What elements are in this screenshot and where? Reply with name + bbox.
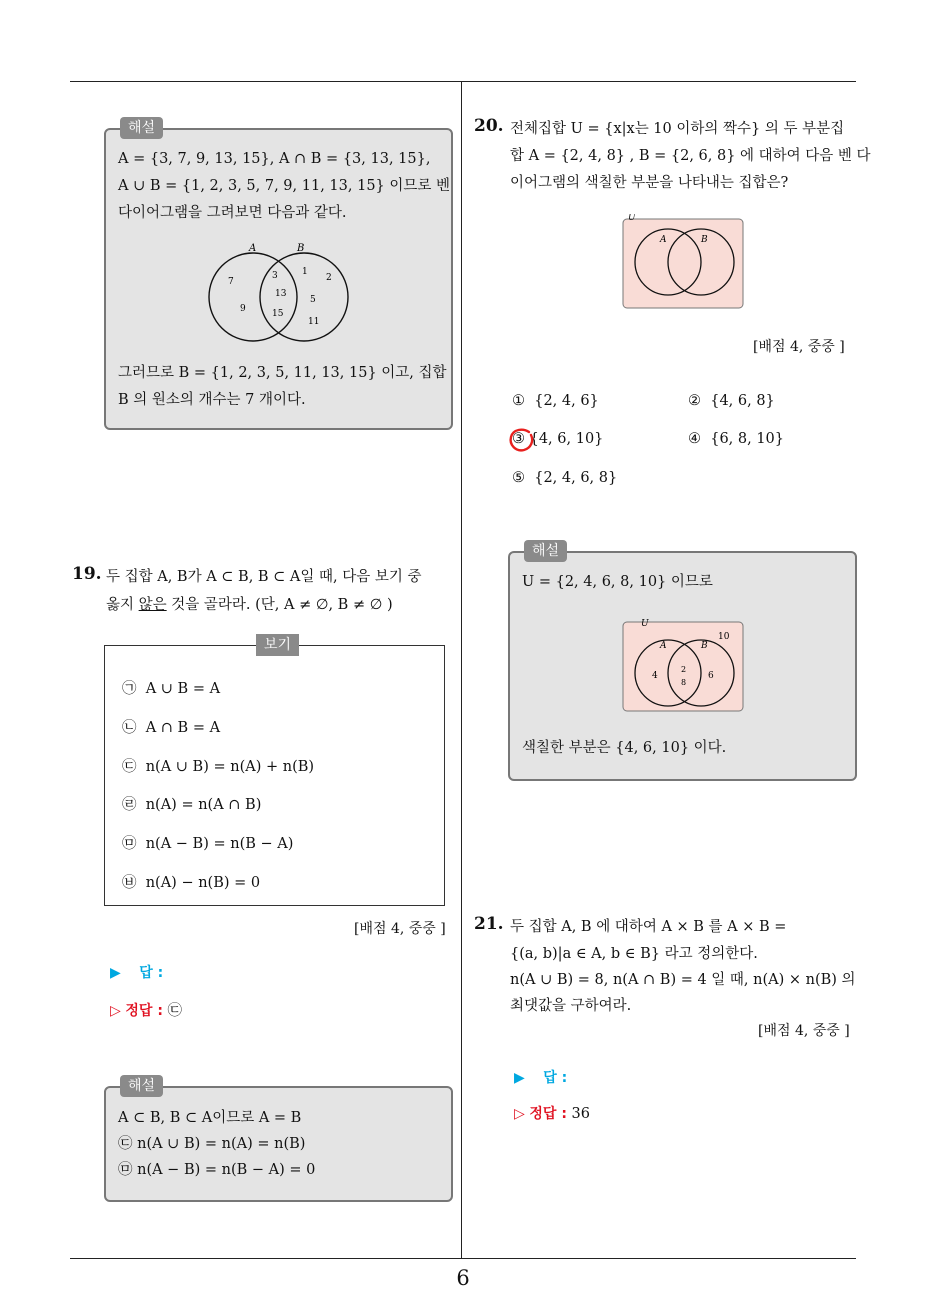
boki-item bbox=[122, 871, 260, 892]
question-number: 20. bbox=[474, 116, 504, 136]
choice-number: ⑤ bbox=[512, 470, 525, 486]
choice-1[interactable] bbox=[512, 393, 599, 409]
solution-line: A ∪ B = {1, 2, 3, 5, 7, 9, 11, 13, 15} 이므로 벤 bbox=[118, 178, 451, 194]
universe-label: U bbox=[628, 214, 636, 223]
question-text: 최댓값을 구하여라. bbox=[510, 998, 632, 1014]
venn-element: 1 bbox=[302, 267, 308, 277]
choice-text: {4, 6, 10} bbox=[529, 431, 604, 447]
choice-number: ③ bbox=[512, 431, 525, 447]
question-text: 이어그램의 색칠한 부분을 나타내는 집합은? bbox=[510, 175, 789, 191]
choice-number: ① bbox=[512, 393, 525, 409]
question-meta: [배점 4, 중중 ] bbox=[753, 339, 845, 355]
boki-item bbox=[122, 832, 293, 853]
boki-mark: ㉤ bbox=[122, 836, 137, 852]
set-label-b: B bbox=[297, 243, 305, 254]
choice-text: {4, 6, 8} bbox=[710, 393, 775, 409]
venn-diagram-solution-20 bbox=[622, 617, 746, 713]
page-number: 6 bbox=[456, 1266, 470, 1290]
venn-element: 15 bbox=[272, 309, 284, 319]
question-meta: [배점 4, 중중 ] bbox=[354, 921, 446, 937]
question-meta: [배점 4, 중중 ] bbox=[758, 1023, 850, 1039]
question-number: 21. bbox=[474, 914, 504, 934]
correct-marker-icon: ▷ bbox=[110, 1003, 121, 1019]
boki-item bbox=[122, 755, 314, 776]
boki-item bbox=[122, 716, 220, 737]
choice-5[interactable] bbox=[512, 470, 617, 486]
question-text: 합 A = {2, 4, 8} , B = {2, 6, 8} 에 대하여 다음 벤 다 bbox=[510, 148, 871, 164]
boki-text: A ∪ B = A bbox=[145, 681, 221, 697]
choice-2[interactable] bbox=[688, 393, 775, 409]
choice-4[interactable] bbox=[688, 431, 784, 447]
underlined-word: 않은 bbox=[138, 597, 167, 613]
solution-tab: 해설 bbox=[120, 117, 163, 139]
boki-text: n(A ∪ B) = n(A) + n(B) bbox=[145, 759, 315, 775]
question-text: 두 집합 A, B 에 대하여 A × B 를 A × B = bbox=[510, 919, 787, 935]
set-label-a: A bbox=[660, 235, 667, 245]
boki-mark: ㉠ bbox=[122, 681, 137, 697]
question-text: {(a, b)|a ∈ A, b ∈ B} 라고 정의한다. bbox=[510, 946, 758, 962]
answer-marker-icon: ▶ bbox=[514, 1070, 525, 1086]
venn-element: 4 bbox=[652, 671, 658, 681]
venn-element: 2 bbox=[681, 665, 687, 674]
solution-line: A ⊂ B, B ⊂ A이므로 A = B bbox=[118, 1110, 302, 1126]
correct-answer-row bbox=[514, 1103, 590, 1123]
solution-tab: 해설 bbox=[120, 1075, 163, 1097]
question-number: 19. bbox=[72, 564, 102, 584]
boki-mark: ㉥ bbox=[122, 875, 137, 891]
choice-number: ② bbox=[688, 393, 701, 409]
solution-line: ㉢ n(A ∪ B) = n(A) = n(B) bbox=[118, 1136, 306, 1152]
solution-line: U = {2, 4, 6, 8, 10} 이므로 bbox=[522, 574, 713, 590]
solution-line: 다이어그램을 그려보면 다음과 같다. bbox=[118, 205, 347, 221]
venn-element: 9 bbox=[240, 304, 246, 314]
correct-answer-row bbox=[110, 999, 182, 1020]
answer-label: 답 : bbox=[543, 1070, 568, 1086]
column-divider bbox=[461, 82, 462, 1258]
boki-item bbox=[122, 677, 220, 698]
answer-row bbox=[110, 962, 163, 982]
boki-text: n(A) = n(A ∩ B) bbox=[145, 797, 262, 813]
set-label-a: A bbox=[249, 243, 257, 254]
boki-mark: ㉣ bbox=[122, 797, 137, 813]
choice-text: {2, 4, 6} bbox=[534, 393, 599, 409]
question-text-part: 옳지 bbox=[106, 597, 139, 613]
boki-mark: ㉡ bbox=[122, 720, 137, 736]
universe-label: U bbox=[641, 619, 649, 629]
boki-text: A ∩ B = A bbox=[145, 720, 221, 736]
venn-element: 6 bbox=[708, 671, 714, 681]
solution-line: 그러므로 B = {1, 2, 3, 5, 11, 13, 15} 이고, 집합 bbox=[118, 365, 447, 381]
boki-tab: 보기 bbox=[256, 634, 299, 656]
boki-text: n(A − B) = n(B − A) bbox=[145, 836, 294, 852]
venn-element: 8 bbox=[681, 678, 687, 687]
correct-marker-icon: ▷ bbox=[514, 1106, 525, 1122]
venn-element: 7 bbox=[228, 277, 234, 287]
boki-mark: ㉢ bbox=[122, 759, 137, 775]
bottom-rule bbox=[70, 1258, 856, 1259]
solution-line: B 의 원소의 개수는 7 개이다. bbox=[118, 392, 306, 408]
venn-element: 2 bbox=[326, 273, 332, 283]
correct-answer-value: ㉢ bbox=[167, 1003, 183, 1019]
top-rule bbox=[70, 81, 856, 82]
question-text bbox=[106, 592, 393, 619]
solution-line: A = {3, 7, 9, 13, 15}, A ∩ B = {3, 13, 15}, bbox=[118, 151, 431, 167]
solution-line: ㉤ n(A − B) = n(B − A) = 0 bbox=[118, 1162, 316, 1178]
venn-element: 13 bbox=[275, 289, 287, 299]
answer-row bbox=[514, 1067, 567, 1087]
set-label-b: B bbox=[701, 235, 708, 245]
venn-element: 5 bbox=[310, 295, 316, 305]
question-text: n(A ∪ B) = 8, n(A ∩ B) = 4 일 때, n(A) × n(B) 의 bbox=[510, 972, 856, 988]
answer-marker-icon: ▶ bbox=[110, 965, 121, 981]
question-text: 전체집합 U = {x|x는 10 이하의 짝수} 의 두 부분집 bbox=[510, 121, 845, 137]
question-text-part: 것을 골라라. (단, A ≠ ∅, B ≠ ∅ ) bbox=[166, 597, 393, 613]
choice-number: ④ bbox=[688, 431, 701, 447]
venn-element: 10 bbox=[718, 632, 730, 642]
solution-tab: 해설 bbox=[524, 540, 567, 562]
boki-text: n(A) − n(B) = 0 bbox=[145, 875, 261, 891]
answer-label: 답 : bbox=[139, 965, 164, 981]
choice-text: {2, 4, 6, 8} bbox=[534, 470, 618, 486]
choice-text: {6, 8, 10} bbox=[710, 431, 785, 447]
selected-choice-circle-icon bbox=[507, 427, 537, 455]
set-label-a: A bbox=[660, 641, 667, 651]
question-text: 두 집합 A, B가 A ⊂ B, B ⊂ A일 때, 다음 보기 중 bbox=[106, 569, 422, 585]
venn-element: 3 bbox=[272, 271, 278, 281]
venn-diagram-question-20 bbox=[622, 214, 746, 310]
boki-item bbox=[122, 793, 261, 814]
correct-label: 정답 : bbox=[125, 1003, 163, 1019]
set-label-b: B bbox=[701, 641, 708, 651]
correct-answer-value: 36 bbox=[571, 1106, 590, 1122]
correct-label: 정답 : bbox=[529, 1106, 567, 1122]
venn-element: 11 bbox=[308, 317, 320, 327]
solution-line: 색칠한 부분은 {4, 6, 10} 이다. bbox=[522, 740, 727, 756]
venn-diagram-solution-18 bbox=[200, 238, 360, 348]
